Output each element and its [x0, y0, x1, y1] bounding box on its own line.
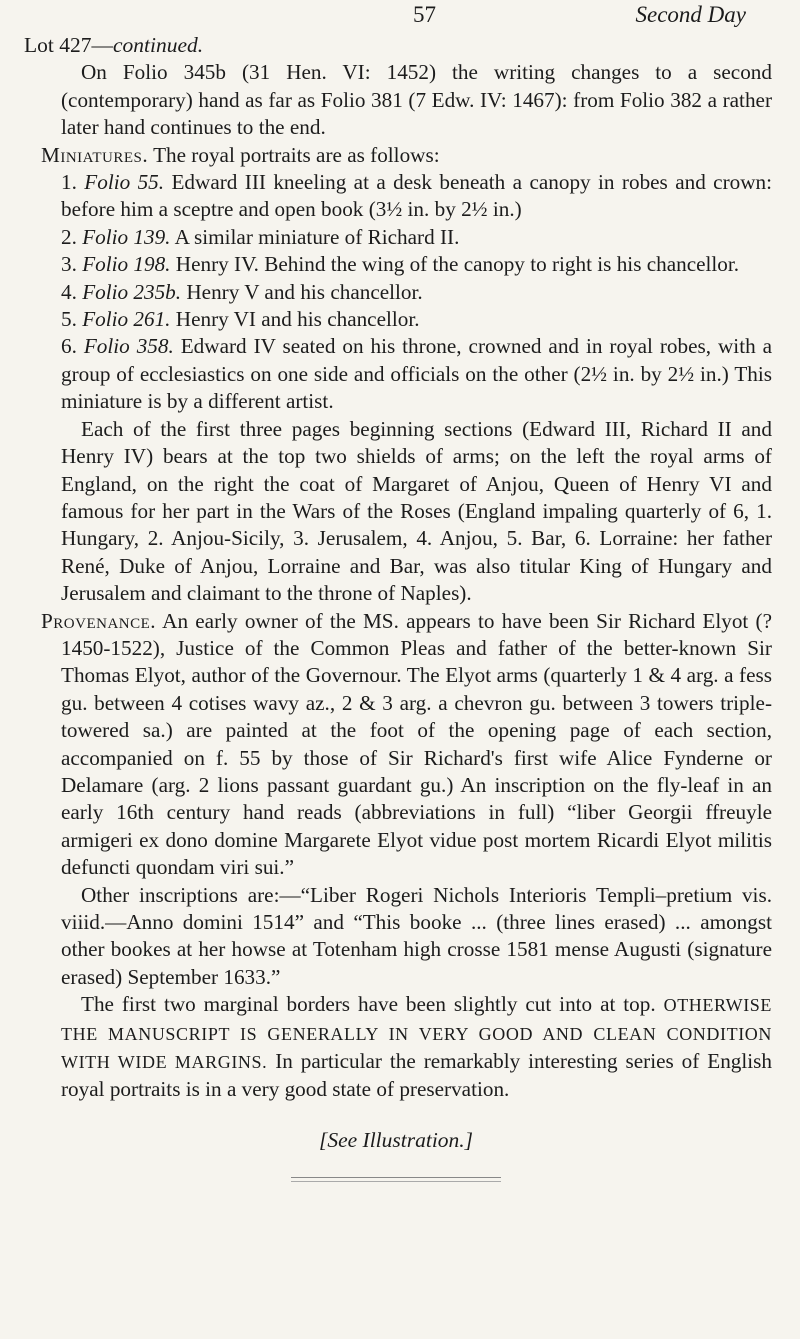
- item-number: 1.: [61, 170, 77, 195]
- miniatures-lead: The royal portraits are as follows:: [153, 142, 440, 167]
- lot-heading: [20, 32, 772, 59]
- lot-continued: continued.: [112, 33, 204, 57]
- closing-rule: [291, 1177, 501, 1182]
- page-number: 57: [413, 2, 436, 27]
- miniatures-heading: Miniatures.: [41, 142, 149, 167]
- list-item: [20, 169, 772, 224]
- list-item: [20, 333, 772, 415]
- list-item: [20, 306, 772, 333]
- item-number: 2.: [61, 224, 77, 249]
- running-title: Second Day: [635, 2, 746, 27]
- borders-text: The first two marginal borders have been slightly cut into at top.: [81, 992, 656, 1017]
- condition-rest-text: In particular the remarkably interesting series of English royal portraits is in a very good state of preservation.: [61, 1049, 773, 1102]
- item-text: Edward IV seated on his throne, crowned and in royal robes, with a group of ecclesiastics on one side and officials on the other (2½ in. by 2½ in.) This miniature is by a different artist.: [61, 334, 773, 414]
- list-item: [20, 251, 772, 278]
- other-inscriptions-paragraph: Other inscriptions are:—“Liber Rogeri Nichols Interioris Templi–pretium vis. viiid.—Anno domini 1514” and “This booke ... (three lines erased) ... amongst other bookes at her howse at Totenham high crosse 1581 mense Augusti (signature erased) September 1633.”: [61, 882, 772, 989]
- item-text: A similar miniature of Richard II.: [174, 224, 460, 249]
- item-folio: Folio 358.: [83, 334, 174, 359]
- shields-paragraph: Each of the first three pages beginning sections (Edward III, Richard II and Henry IV) bears at the top two shields of arms; on the left the royal arms of England, on the right the coat of Margaret of Anjou, Queen of Henry VI and famous for her part in the Wars of the Roses (England impaling quarterly of 6, 1. Hungary, 2. Anjou-Sicily, 3. Jerusalem, 4. Anjou, 5. Bar, 6. Lorraine: her father René, Duke of Anjou, Lorraine and Bar, was also titular King of Hungary and Jerusalem and claimant to the throne of Naples).: [61, 416, 772, 606]
- item-text: Henry VI and his chancellor.: [175, 307, 420, 332]
- intro-paragraph: On Folio 345b (31 Hen. VI: 1452) the writing changes to a second (contemporary) hand as far as Folio 381 (7 Edw. IV: 1467): from Folio 382 a rather later hand continues to the end.: [61, 60, 772, 140]
- item-folio: Folio 55.: [84, 170, 165, 195]
- see-note-text: [See Illustration.]: [318, 1127, 474, 1152]
- item-number: 4.: [61, 279, 77, 304]
- lot-number: Lot 427—: [24, 33, 113, 57]
- item-folio: Folio 235b.: [82, 279, 182, 304]
- item-folio: Folio 261.: [82, 307, 171, 332]
- miniatures-list: [20, 169, 772, 416]
- item-text: Edward III kneeling at a desk beneath a canopy in robes and crown: before him a sceptre and open book (3½ in. by 2½ in.): [61, 170, 773, 222]
- provenance-section: [20, 608, 772, 882]
- item-folio: Folio 198.: [82, 252, 171, 277]
- list-item: [20, 224, 772, 251]
- item-folio: Folio 139.: [82, 224, 171, 249]
- item-number: 6.: [61, 334, 77, 359]
- lot-description: [20, 59, 772, 1103]
- provenance-heading: Provenance.: [41, 608, 157, 633]
- page-header: [20, 0, 772, 30]
- condition-paragraph: [20, 991, 772, 1104]
- item-text: Henry IV. Behind the wing of the canopy to right is his chancellor.: [175, 252, 740, 277]
- condition-caps-text: OTHERWISE THE MANUSCRIPT IS GENERALLY IN VERY GOOD AND CLEAN CONDITION WITH WIDE MARGINS.: [61, 995, 772, 1073]
- see-illustration-note: [20, 1128, 772, 1153]
- item-number: 5.: [61, 307, 77, 332]
- miniatures-section: [20, 142, 772, 169]
- list-item: [20, 279, 772, 306]
- item-text: Henry V and his chancellor.: [186, 279, 423, 304]
- item-number: 3.: [61, 252, 77, 277]
- provenance-text: An early owner of the MS. appears to have been Sir Richard Elyot (?1450-1522), Justice of the Common Pleas and father of the better-known Sir Thomas Elyot, author of the Governour. The Elyot arms (quarterly 1 & 4 arg. a fess gu. between 4 cotises wavy az., 2 & 3 arg. a chevron gu. between 3 towers triple-towered sa.) are painted at the foot of the opening page of each section, accompanied on f. 55 by those of Sir Richard's first wife Alice Fynderne or Delamare (arg. 2 lions passant guardant gu.) An inscription on the fly-leaf in an early 16th century hand reads (abbreviations in full) “liber Georgii ffreuyle armigeri ex dono domine Margarete Elyot vidue post mortem Ricardi Elyot militis defuncti quondam viri sui.”: [61, 608, 772, 880]
